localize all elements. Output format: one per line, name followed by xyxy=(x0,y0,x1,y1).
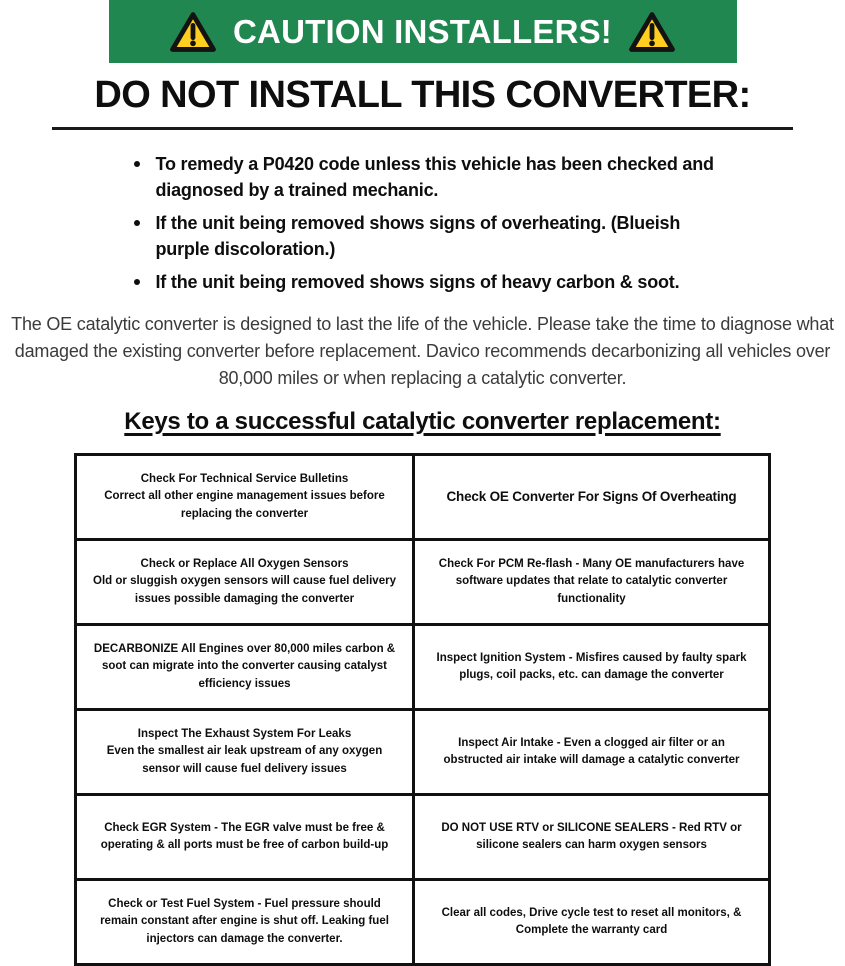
cell-line: Inspect The Exhaust System For Leaks xyxy=(137,727,352,740)
intro-paragraph: The OE catalytic converter is designed to last the life of the vehicle. Please take the time to diagnose what damaged the existing converter before replacement. Davico recommends decarbonizing all vehicles over 80,000 miles or when replacing a catalytic converter. xyxy=(11,314,834,388)
bullet-item: To remedy a P0420 code unless this vehicle has been checked and diagnosed by a trained mechanic. xyxy=(128,151,728,203)
headline: DO NOT INSTALL THIS CONVERTER: xyxy=(94,74,751,116)
table-cell-right xyxy=(414,625,770,710)
table-cell-right xyxy=(414,710,770,795)
cell-line: Inspect Ignition System - Misfires caused by faulty spark plugs, coil packs, etc. can damage the converter xyxy=(436,651,747,682)
table-row xyxy=(76,795,770,880)
cell-line: Clear all codes, Drive cycle test to reset all monitors, & Complete the warranty card xyxy=(441,906,742,937)
cell-line: DO NOT USE RTV or SILICONE SEALERS - Red RTV or silicone sealers can harm oxygen sensors xyxy=(441,821,742,852)
table-cell-right xyxy=(414,795,770,880)
cell-line: DECARBONIZE All Engines over 80,000 miles carbon & soot can migrate into the converter causing catalyst efficiency issues xyxy=(93,642,396,691)
cell-line: Check or Replace All Oxygen Sensors xyxy=(140,557,349,570)
warning-triangle-icon-right xyxy=(628,11,676,53)
caution-banner xyxy=(109,0,737,63)
cell-line: Old or sluggish oxygen sensors will cause fuel delivery issues possible damaging the converter xyxy=(93,575,396,606)
cell-line: Check EGR System - The EGR valve must be free & operating & all ports must be free of carbon build-up xyxy=(100,821,389,852)
table-row xyxy=(76,625,770,710)
table-cell-left xyxy=(76,880,414,965)
table-cell-left xyxy=(76,455,414,540)
table-cell-right xyxy=(414,455,770,540)
warning-triangle-icon-left xyxy=(169,11,217,53)
cell-line: Check or Test Fuel System - Fuel pressure should remain constant after engine is shut off. Leaking fuel injectors can damage the converter. xyxy=(100,897,389,946)
caution-title: CAUTION INSTALLERS! xyxy=(233,12,612,50)
table-row xyxy=(76,540,770,625)
cell-line: Check OE Converter For Signs Of Overheating xyxy=(446,488,737,504)
table-cell-left xyxy=(76,625,414,710)
table-cell-right xyxy=(414,880,770,965)
table-cell-left xyxy=(76,795,414,880)
divider xyxy=(52,127,793,130)
cell-line: Check For Technical Service Bulletins xyxy=(140,472,349,485)
bullet-list xyxy=(118,151,728,295)
bullet-item: If the unit being removed shows signs of heavy carbon & soot. xyxy=(128,269,728,295)
cell-line: Inspect Air Intake - Even a clogged air filter or an obstructed air intake will damage a catalytic converter xyxy=(443,736,740,767)
table-row xyxy=(76,710,770,795)
table-cell-left xyxy=(76,710,414,795)
cell-line: Correct all other engine management issues before replacing the converter xyxy=(104,490,385,521)
table-row xyxy=(76,880,770,965)
tips-table xyxy=(74,453,771,966)
bullet-item: If the unit being removed shows signs of overheating. (Blueish purple discoloration.) xyxy=(128,210,728,262)
table-cell-right xyxy=(414,540,770,625)
cell-line: Even the smallest air leak upstream of any oxygen sensor will cause fuel delivery issues xyxy=(106,745,383,776)
table-row xyxy=(76,455,770,540)
cell-line: Check For PCM Re-flash - Many OE manufacturers have software updates that relate to catalytic converter functionality xyxy=(438,557,745,606)
table-cell-left xyxy=(76,540,414,625)
section-heading: Keys to a successful catalytic converter replacement: xyxy=(124,408,721,436)
